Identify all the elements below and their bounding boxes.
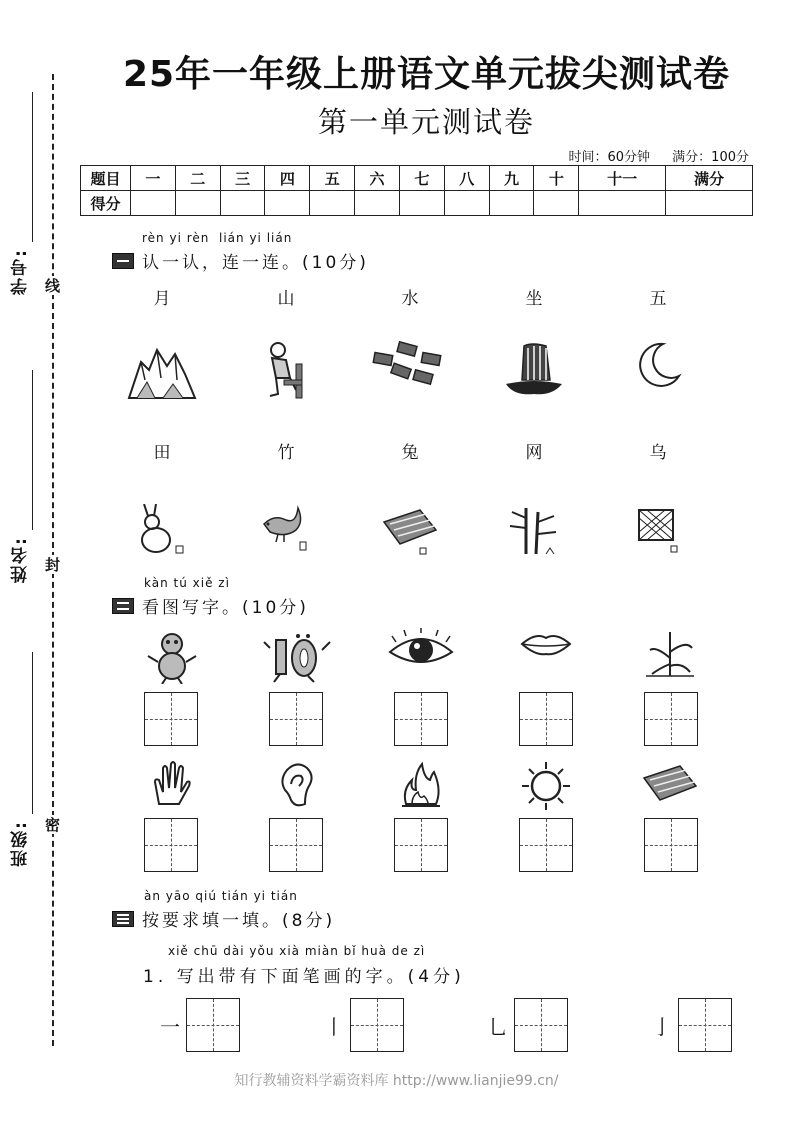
match-char[interactable]: 竹 (277, 443, 295, 463)
section2-title: 看图写字。(10分) (142, 598, 309, 618)
writing-grid-box[interactable] (394, 692, 448, 746)
mountains-icon[interactable] (100, 340, 224, 402)
exam-meta (550, 146, 749, 165)
section2-pinyin: kàn tú xiě zì (144, 576, 230, 590)
field-icon[interactable] (348, 504, 472, 556)
crow-icon[interactable] (224, 504, 348, 556)
class-label: 班级: (11, 820, 31, 867)
page-subtitle: 第一单元测试卷 (317, 105, 535, 139)
score-input-cell[interactable] (534, 191, 579, 216)
writing-grid-box[interactable] (186, 998, 240, 1052)
stroke-row (160, 998, 732, 1052)
match-char[interactable]: 山 (277, 289, 295, 309)
ten-icon (235, 628, 359, 684)
score-cell: 三 (220, 166, 265, 191)
section1-pinyin: rèn yi rèn lián yi lián (142, 231, 293, 245)
section-number-icon (112, 911, 134, 927)
section2-heading (112, 593, 309, 618)
score-cell: 十 (534, 166, 579, 191)
sun-icon (484, 760, 608, 812)
sitting-boy-icon[interactable] (224, 340, 348, 402)
section3-title: 按要求填一填。(8分) (142, 911, 336, 931)
stroke-item (488, 998, 568, 1052)
eight-icon (110, 628, 234, 684)
section3-pinyin: àn yāo qiú tián yi tián (144, 889, 298, 903)
exam-time: 时间：60分钟 (568, 150, 651, 165)
score-input-cell[interactable] (444, 191, 489, 216)
name-line (32, 370, 33, 530)
writing-grid-box[interactable] (644, 692, 698, 746)
score-cell: 满分 (666, 166, 753, 191)
waterfall-icon[interactable] (472, 340, 596, 402)
writing-grid-box[interactable] (269, 692, 323, 746)
class-line (32, 652, 33, 814)
stroke-item (160, 998, 240, 1052)
net-icon[interactable] (596, 504, 720, 556)
stroke-glyph: 丨 (324, 1014, 344, 1039)
section2-pictures-row2 (110, 760, 732, 812)
score-cell: 题目 (81, 166, 131, 191)
writing-grid-box[interactable] (144, 818, 198, 872)
eye-icon (359, 628, 483, 684)
cut-mark-seal: 封 (43, 557, 61, 572)
match-char[interactable]: 月 (153, 289, 171, 309)
section-number-icon (112, 598, 134, 614)
fire-icon (359, 760, 483, 812)
section2-grid-row2 (110, 818, 732, 872)
score-cell: 八 (444, 166, 489, 191)
name-label: 姓名: (11, 536, 31, 583)
score-input-cell[interactable] (579, 191, 666, 216)
ear-icon (235, 760, 359, 812)
section1-heading (112, 248, 369, 273)
section-number-icon (112, 253, 134, 269)
match-char[interactable]: 网 (525, 443, 543, 463)
section1-chars-top (100, 284, 720, 309)
score-table (80, 165, 753, 216)
score-input-cell[interactable] (131, 191, 176, 216)
match-char[interactable]: 水 (401, 289, 419, 309)
stroke-glyph: 一 (160, 1014, 180, 1039)
score-cell: 七 (399, 166, 444, 191)
stroke-glyph: 亅 (652, 1014, 672, 1039)
student-id-label: 学号: (11, 248, 31, 295)
exam-full-score: 满分：100分 (672, 150, 749, 165)
writing-grid-box[interactable] (394, 818, 448, 872)
score-input-cell[interactable] (220, 191, 265, 216)
match-char[interactable]: 田 (153, 443, 171, 463)
section1-chars-bottom (100, 438, 720, 463)
section3-heading (112, 906, 335, 931)
match-char[interactable]: 兔 (401, 443, 419, 463)
writing-grid-box[interactable] (350, 998, 404, 1052)
section1-pictures-top (100, 340, 720, 402)
score-table-score-row (81, 191, 753, 216)
stroke-item (324, 998, 404, 1052)
writing-grid-box[interactable] (644, 818, 698, 872)
student-id-line (32, 92, 33, 242)
bamboo-icon[interactable] (472, 504, 596, 556)
cut-mark-line: 线 (43, 278, 61, 293)
score-cell: 一 (131, 166, 176, 191)
score-cell: 四 (265, 166, 310, 191)
section1-title: 认一认，连一连。(10分) (142, 253, 369, 273)
score-table-header-row (81, 166, 753, 191)
match-char[interactable]: 坐 (525, 289, 543, 309)
q1-pinyin: xiě chū dài yǒu xià miàn bǐ huà de zì (168, 944, 426, 958)
stroke-item (652, 998, 732, 1052)
score-input-cell[interactable] (355, 191, 400, 216)
score-input-cell[interactable] (489, 191, 534, 216)
score-cell: 六 (355, 166, 400, 191)
stroke-glyph: 乚 (488, 1014, 508, 1039)
score-cell: 二 (175, 166, 220, 191)
score-input-cell[interactable] (310, 191, 355, 216)
score-cell: 十一 (579, 166, 666, 191)
score-input-cell[interactable] (175, 191, 220, 216)
moon-icon[interactable] (596, 340, 720, 402)
score-input-cell[interactable] (666, 191, 753, 216)
mouth-icon (484, 628, 608, 684)
writing-grid-box[interactable] (144, 692, 198, 746)
rabbit-icon[interactable] (100, 504, 224, 556)
q1-text: 1. 写出带有下面笔画的字。(4分) (143, 967, 465, 987)
grass-icon (608, 628, 732, 684)
writing-grid-box[interactable] (519, 818, 573, 872)
section2-pictures-row1 (110, 628, 732, 684)
writing-grid-box[interactable] (519, 692, 573, 746)
score-cell: 九 (489, 166, 534, 191)
score-row-label: 得分 (81, 191, 131, 216)
section2-grid-row1 (110, 692, 732, 746)
footer-watermark: 知行教辅资料学霸资料库 http://www.lianjie99.cn/ (234, 1073, 559, 1089)
field-icon (608, 760, 732, 812)
match-char[interactable]: 五 (649, 289, 667, 309)
score-input-cell[interactable] (399, 191, 444, 216)
writing-grid-box[interactable] (678, 998, 732, 1052)
five-stones-icon[interactable] (348, 340, 472, 402)
hand-icon (110, 760, 234, 812)
cut-mark-secret: 密 (43, 817, 61, 832)
writing-grid-box[interactable] (269, 818, 323, 872)
match-char[interactable]: 乌 (649, 443, 667, 463)
writing-grid-box[interactable] (514, 998, 568, 1052)
section1-pictures-bottom (100, 504, 720, 556)
score-cell: 五 (310, 166, 355, 191)
score-input-cell[interactable] (265, 191, 310, 216)
page-title: 25年一年级上册语文单元拔尖测试卷 (122, 54, 731, 95)
